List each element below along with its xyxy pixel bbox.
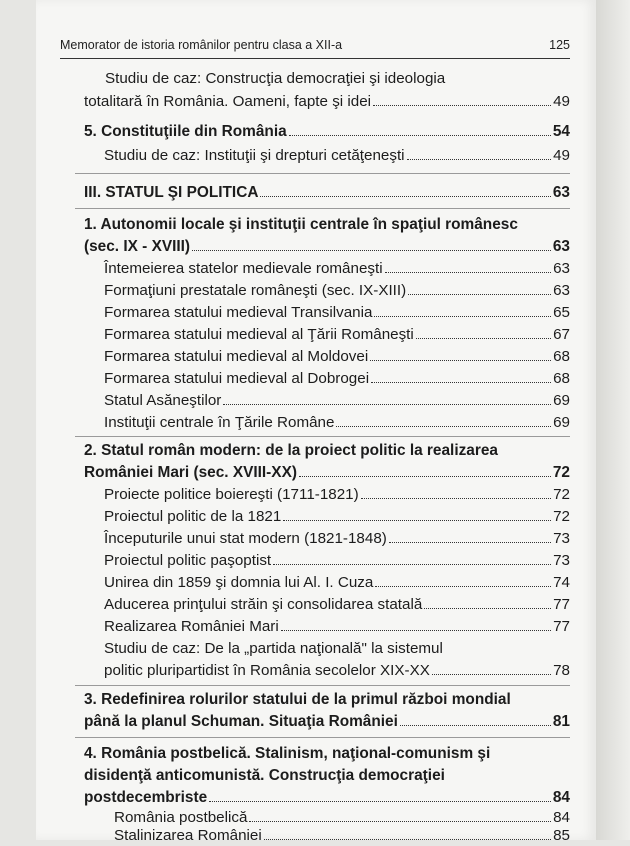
toc-entry-text: Instituţii centrale în Ţările Române	[104, 414, 335, 431]
toc-entry	[104, 507, 570, 527]
toc-entry-text: politic pluripartidist în România secolelor XIX-XX	[104, 662, 430, 679]
toc-entry	[104, 617, 570, 637]
toc-entry	[104, 347, 570, 367]
toc-entry-text: până la planul Schuman. Situaţia României	[84, 713, 398, 730]
toc-dot-leader	[192, 250, 551, 251]
toc-dot-leader	[385, 272, 552, 273]
toc-entry-page: 68	[553, 370, 570, 387]
toc-entry-text: Proiecte politice boiereşti (1711-1821)	[104, 486, 359, 503]
toc-dot-leader	[273, 564, 551, 565]
toc-entry	[104, 259, 570, 279]
toc-dot-leader	[289, 135, 551, 136]
toc-entry	[84, 788, 570, 808]
toc-entry-text: Formarea statului medieval al Moldovei	[104, 348, 369, 365]
toc-entry-page: 81	[552, 713, 570, 730]
toc-entry-text: 3. Redefinirea rolurilor statului de la primul război mondial	[84, 691, 511, 708]
section-separator	[75, 737, 570, 738]
toc-entry-text: Formarea statului medieval Transilvania	[104, 304, 373, 321]
section-separator	[75, 685, 570, 686]
toc-entry-text: 5. Constituţiile din România	[84, 123, 287, 140]
toc-entry-text: Formarea statului medieval al Dobrogei	[104, 370, 370, 387]
toc-entry-text: Formaţiuni prestatale româneşti (sec. IX-XIII)	[104, 282, 407, 299]
toc-dot-leader	[400, 725, 551, 726]
toc-entry-page: 67	[553, 326, 570, 343]
toc-entry	[84, 712, 570, 732]
toc-entry	[84, 92, 570, 112]
toc-dot-leader	[408, 294, 551, 295]
toc-entry-page: 84	[552, 789, 570, 806]
toc-dot-leader	[374, 316, 551, 317]
toc-dot-leader	[407, 159, 552, 160]
toc-entry	[104, 413, 570, 433]
toc-entry-text: Unirea din 1859 şi domnia lui Al. I. Cuza	[104, 574, 374, 591]
toc-entry-page: 85	[553, 827, 570, 844]
toc-dot-leader	[375, 586, 551, 587]
toc-entry-page: 78	[553, 662, 570, 679]
toc-dot-leader	[370, 360, 551, 361]
toc-dot-leader	[432, 674, 551, 675]
toc-entry-page: 49	[553, 93, 570, 110]
toc-entry	[104, 391, 570, 411]
toc-entry-text: 2. Statul român modern: de la proiect politic la realizarea	[84, 442, 498, 459]
toc-dot-leader	[249, 821, 551, 822]
toc-entry-text: Studiu de caz: Construcţia democraţiei şi ideologia	[105, 70, 446, 87]
toc-entry-page: 77	[553, 596, 570, 613]
toc-entry-text: Statul Asăneştilor	[104, 392, 222, 409]
toc-entry-page: 72	[553, 508, 570, 525]
section-separator	[75, 208, 570, 209]
toc-entry-text: 1. Autonomii locale şi instituţii centrale în spaţiul românesc	[84, 216, 518, 233]
toc-entry-page: 68	[553, 348, 570, 365]
toc-entry-page: 69	[553, 414, 570, 431]
toc-entry-page: 63	[552, 184, 570, 201]
section-separator	[75, 173, 570, 174]
toc-entry	[84, 463, 570, 483]
toc-dot-leader	[424, 608, 551, 609]
toc-entry-text: Realizarea României Mari	[104, 618, 279, 635]
toc-entry	[104, 595, 570, 615]
toc-dot-leader	[361, 498, 551, 499]
toc-entry	[114, 826, 570, 846]
toc-entry	[104, 303, 570, 323]
toc-entry-text: (sec. IX - XVIII)	[84, 238, 191, 255]
toc-entry-page: 72	[553, 486, 570, 503]
toc-entry-text: disidenţă anticomunistă. Construcţia democraţiei	[84, 767, 445, 784]
toc-entry	[104, 369, 570, 389]
toc-entry	[104, 573, 570, 593]
toc-entry-page: 73	[553, 552, 570, 569]
toc-entry	[104, 146, 570, 166]
toc-entry	[104, 661, 570, 681]
toc-entry-text: României Mari (sec. XVIII-XX)	[84, 464, 297, 481]
toc-entry	[84, 122, 570, 142]
toc-dot-leader	[299, 476, 551, 477]
toc-entry-page: 69	[553, 392, 570, 409]
toc-entry	[114, 808, 570, 828]
toc-entry-page: 72	[552, 464, 570, 481]
toc-dot-leader	[389, 542, 551, 543]
toc-entry-text: Proiectul politic de la 1821	[104, 508, 282, 525]
toc-entry-text: III. STATUL ŞI POLITICA	[84, 184, 259, 201]
toc-entry-page: 77	[553, 618, 570, 635]
toc-entry	[104, 325, 570, 345]
toc-dot-leader	[260, 196, 550, 197]
toc-entry-page: 84	[553, 809, 570, 826]
toc-entry-page: 63	[553, 260, 570, 277]
toc-entry-text: Studiu de caz: De la „partida naţională" la sistemul	[104, 640, 443, 657]
toc-entry-text: Întemeierea statelor medievale româneşti	[104, 260, 383, 277]
toc-entry-page: 74	[553, 574, 570, 591]
toc-entry	[84, 183, 570, 203]
toc-entry-page: 63	[552, 238, 570, 255]
toc-entry-page: 49	[553, 147, 570, 164]
toc-dot-leader	[281, 630, 551, 631]
running-header-title: Memorator de istoria românilor pentru clasa a XII-a	[60, 38, 343, 52]
toc-dot-leader	[283, 520, 551, 521]
toc-entry-page: 54	[552, 123, 570, 140]
toc-entry-text: Aducerea prinţului străin şi consolidarea statală	[104, 596, 423, 613]
toc-entry	[104, 281, 570, 301]
toc-entry	[104, 551, 570, 571]
toc-entry-text: totalitară în România. Oameni, fapte şi idei	[84, 93, 372, 110]
toc-entry-text: 4. România postbelică. Stalinism, naţional-comunism şi	[84, 745, 491, 762]
toc-dot-leader	[371, 382, 551, 383]
toc-dot-leader	[223, 404, 551, 405]
toc-entry	[84, 237, 570, 257]
running-header-page-number: 125	[549, 38, 570, 52]
toc-dot-leader	[373, 105, 551, 106]
toc-entry-text: Formarea statului medieval al Ţării Româneşti	[104, 326, 414, 343]
toc-entry-text: Studiu de caz: Instituţii şi drepturi cetăţeneşti	[104, 147, 405, 164]
toc-dot-leader	[416, 338, 551, 339]
toc-entry	[104, 529, 570, 549]
toc-entry-page: 65	[553, 304, 570, 321]
toc-entry-text: postdecembriste	[84, 789, 208, 806]
section-separator	[75, 436, 570, 437]
toc-entry-text: Stalinizarea României	[114, 827, 262, 844]
toc-entry-page: 73	[553, 530, 570, 547]
toc-dot-leader	[209, 801, 551, 802]
toc-entry-text: Începuturile unui stat modern (1821-1848)	[104, 530, 387, 547]
toc-entry-text: Proiectul politic paşoptist	[104, 552, 272, 569]
toc-entry-text: România postbelică	[114, 809, 248, 826]
toc-entry-page: 63	[553, 282, 570, 299]
toc-dot-leader	[336, 426, 551, 427]
toc-entry	[104, 485, 570, 505]
